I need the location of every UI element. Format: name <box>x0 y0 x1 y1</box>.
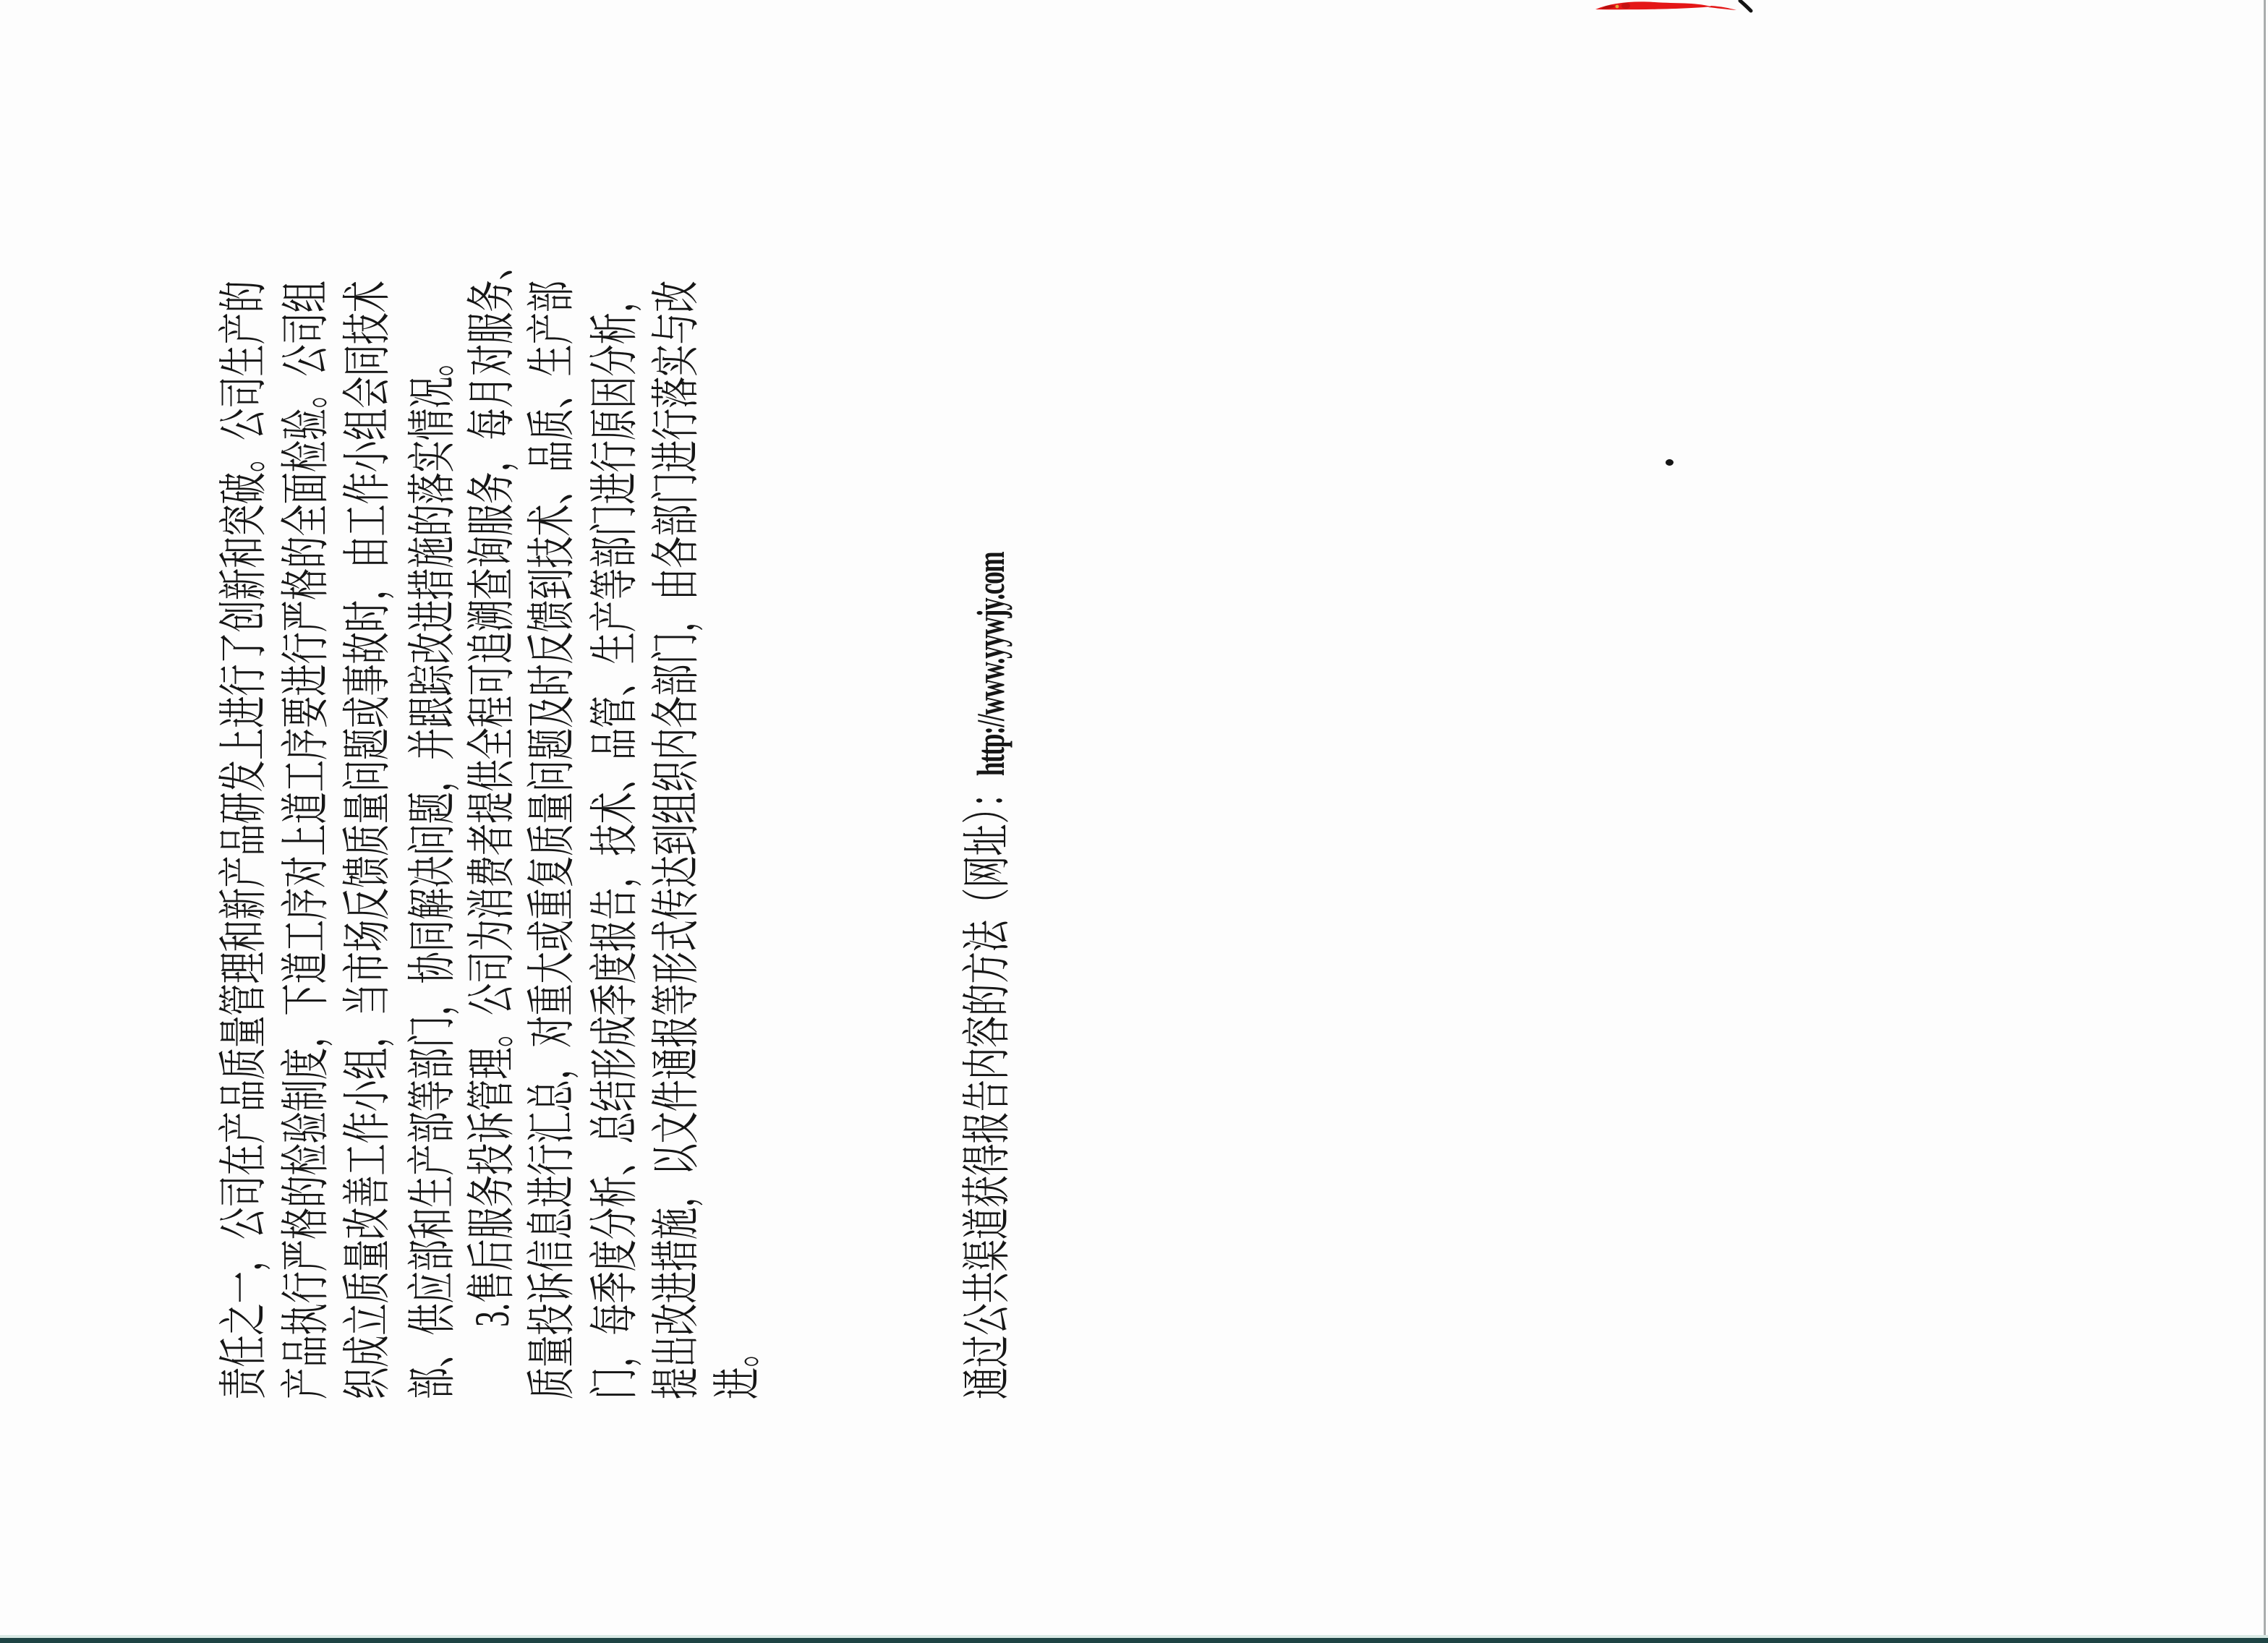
text-line-5-text: 3.售后服务投诉管理。公司为消费者提供全程可追溯查询服务，每月对服务、 <box>464 248 519 1327</box>
text-line-8-text: 提出改进措施，以文件通报等形式传达到组织内各部门，由各部门进行落实与改 <box>649 280 704 1399</box>
scan-right-edge-line <box>2264 0 2266 1643</box>
footer-note-text <box>956 552 1022 1399</box>
footer-url: http://www.yywjy.com <box>969 552 1012 777</box>
footer-note-line <box>956 96 1018 1399</box>
text-line-3 <box>336 0 398 1399</box>
text-line-9 <box>707 1301 769 1399</box>
text-line-2-text: 产品执行严格的检验制度，下道工序对上道工序要进行严格的全面检验。公司组 <box>278 280 333 1399</box>
text-line-4 <box>401 0 464 1399</box>
text-line-9-text: 进。 <box>710 1335 765 1399</box>
text-line-1 <box>213 0 275 1399</box>
red-stamp-remnant-icon <box>1591 0 1762 13</box>
text-line-8 <box>645 0 707 1399</box>
ink-dot <box>1666 459 1674 466</box>
text-line-5 <box>461 0 523 1327</box>
text-line-3-text: 织成立质量改善工作小组，当市场反馈质量问题或事故时，由工作小组会同技术 <box>340 280 395 1399</box>
text-line-6 <box>521 0 583 1399</box>
text-line-6-text: 质量投诉信息进行汇总，对重大或重复质量问题及时反馈到技术、品质、生产部 <box>524 280 579 1399</box>
text-line-4-text: 部、供应部和生产部等部门，协同解决问题，并跟踪改进措施的落实情况。 <box>405 344 460 1399</box>
text-line-7-text: 门，每季度分析、总结形成季度报告，技术、品管、生产等部门进行原因分析， <box>587 280 642 1399</box>
text-line-7 <box>584 0 646 1399</box>
footer-note-prefix: 通过公共渠道获得报告内容的方法（网址）： <box>960 776 1015 1399</box>
pen-stroke-icon <box>1740 1 1751 11</box>
scan-bottom-edge-bar <box>0 1638 2268 1643</box>
text-line-1-text: 责任之一，公司在产品质量管理和新产品研发上进行了创新和突破。公司生产的 <box>216 280 271 1399</box>
text-line-2 <box>275 0 337 1399</box>
